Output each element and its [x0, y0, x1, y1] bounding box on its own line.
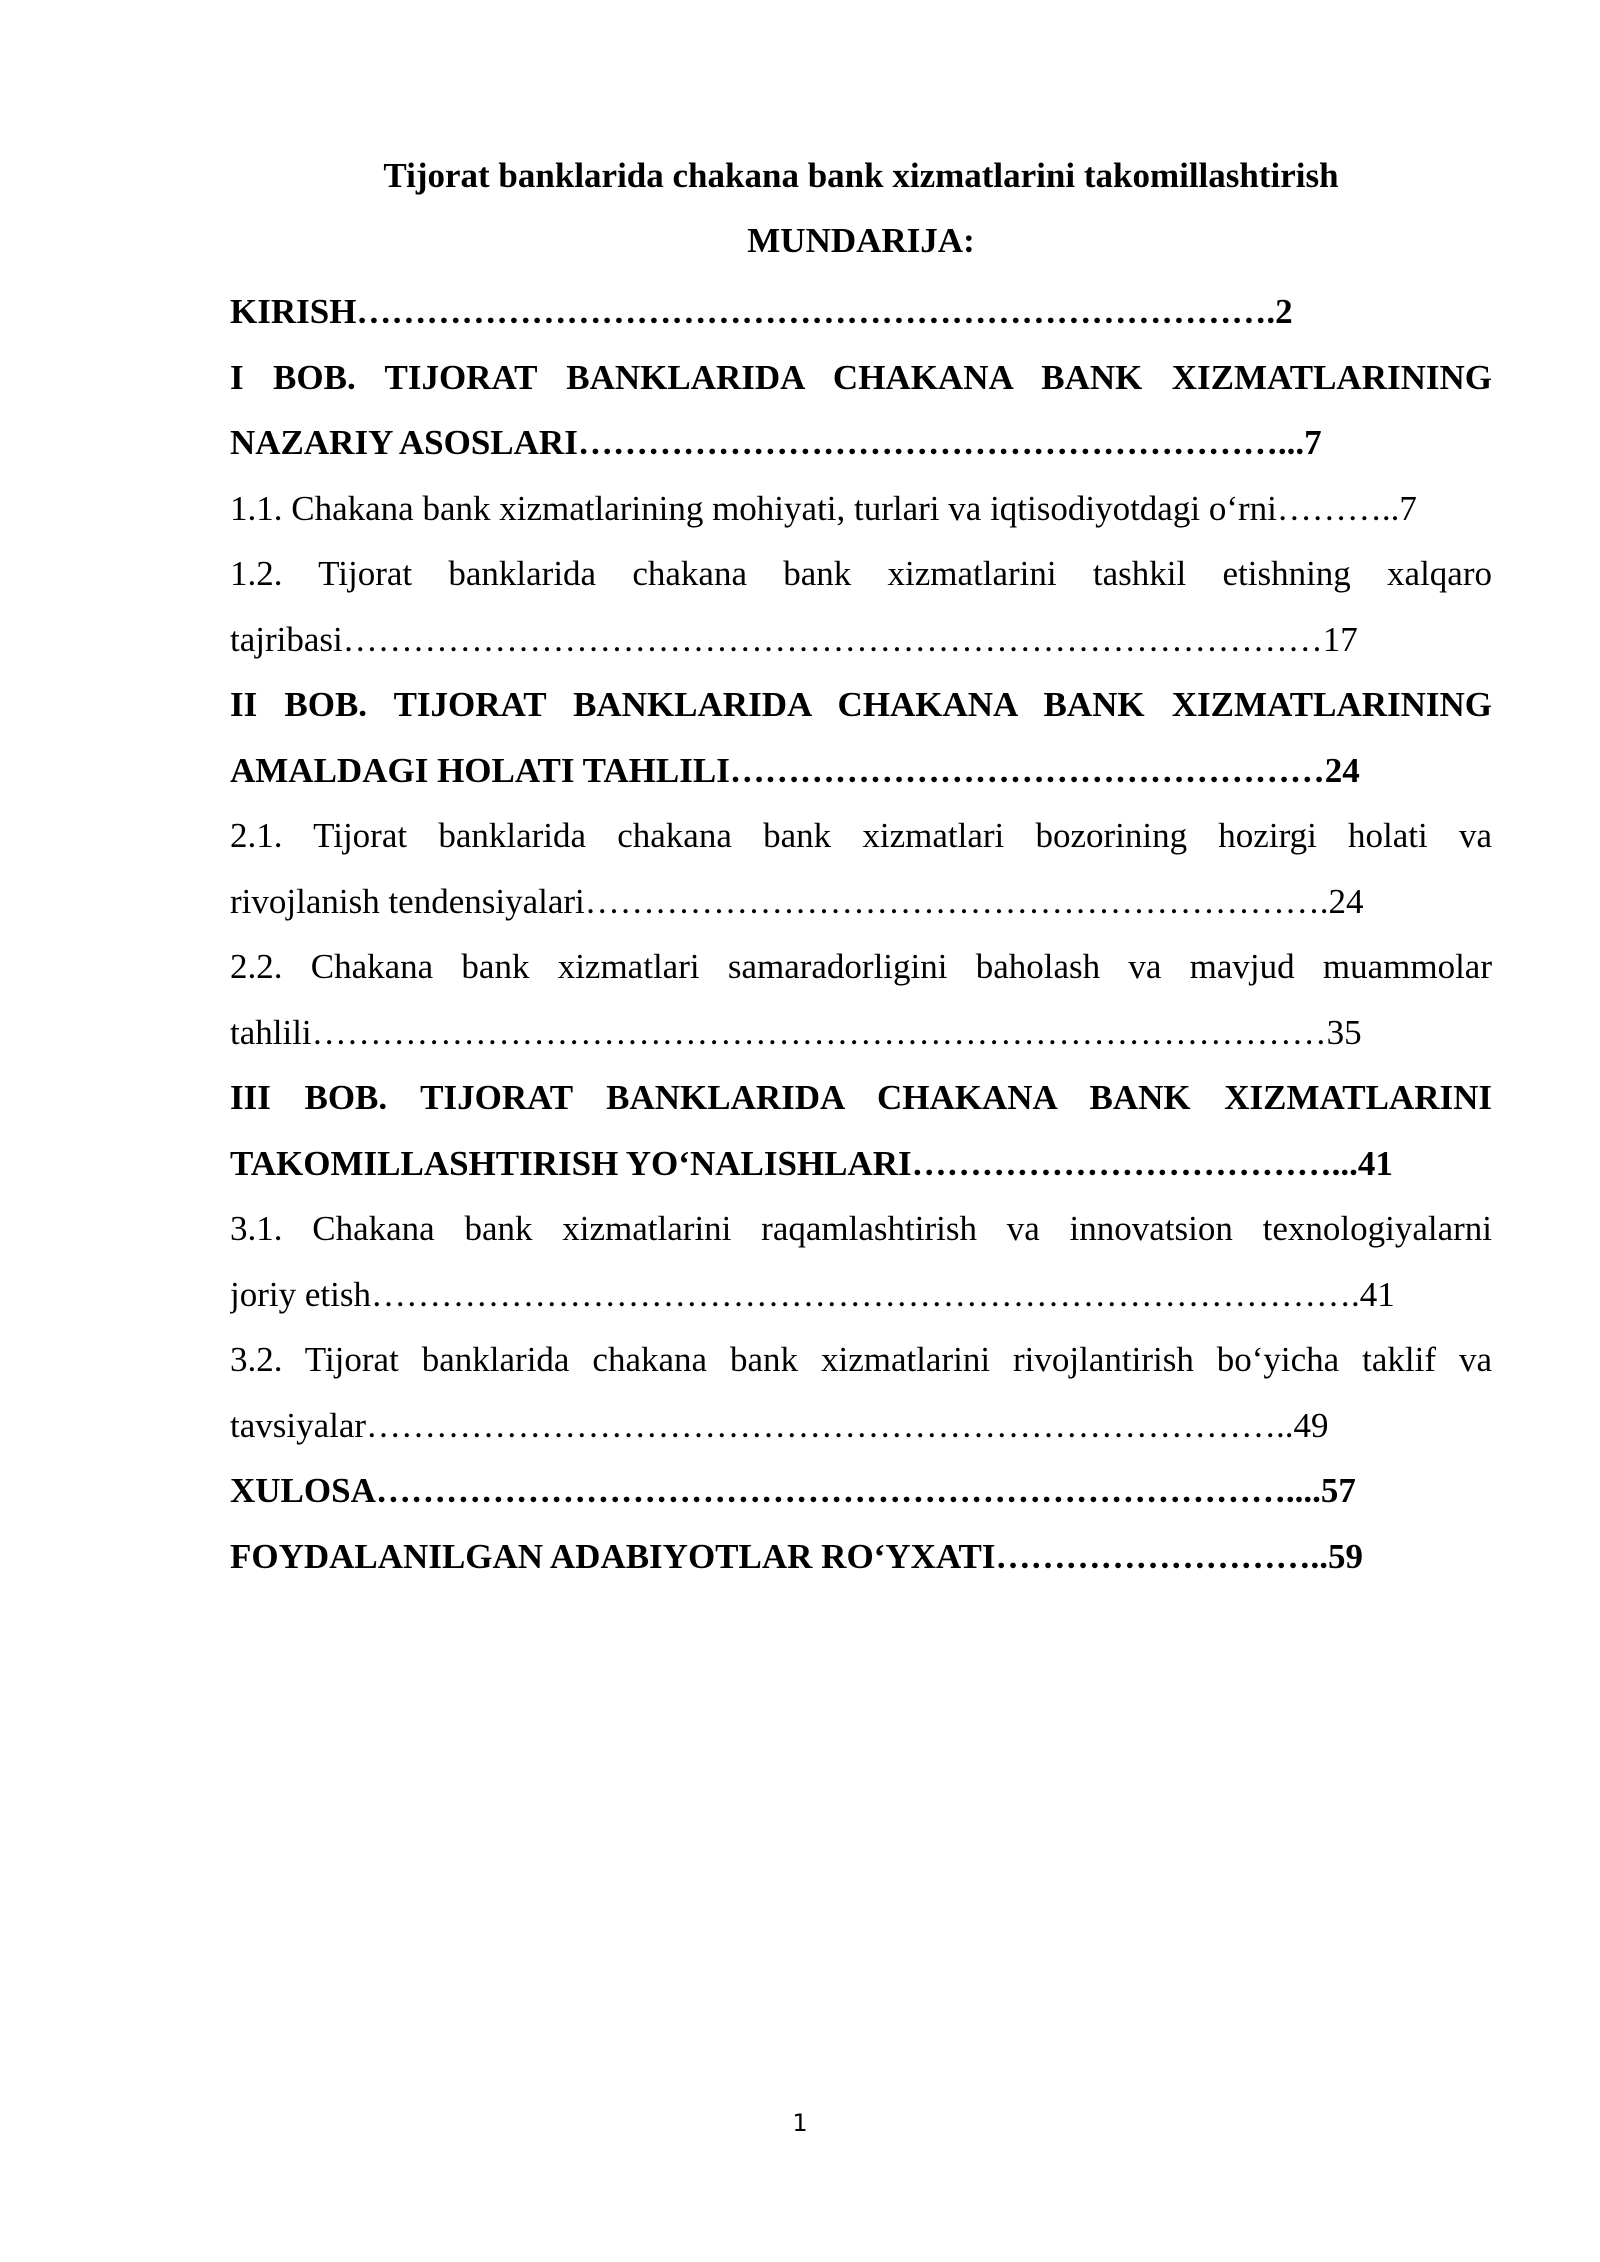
toc-line-section-2-1-cont: rivojlanish tendensiyalari……………………………………………………….24 [230, 881, 1364, 921]
page-number: 1 [792, 2109, 808, 2137]
document-title: Tijorat banklarida chakana bank xizmatlarini takomillashtirish [383, 156, 1339, 195]
toc-line-chapter-2: II BOB. TIJORAT BANKLARIDA CHAKANA BANK XIZMATLARINING [230, 685, 1492, 724]
toc-line-chapter-3: III BOB. TIJORAT BANKLARIDA CHAKANA BANK XIZMATLARINI [230, 1078, 1492, 1117]
toc-line-section-2-2-cont: tahlili……………………………………………………………………………35 [230, 1012, 1362, 1052]
toc-line-section-1-1: 1.1. Chakana bank xizmatlarining mohiyati, turlari va iqtisodiyotdagi o‘rni………..7 [230, 488, 1417, 528]
toc-line-chapter-3-cont: TAKOMILLASHTIRISH YO‘NALISHLARI………………………………...41 [230, 1143, 1393, 1183]
toc-line-section-3-2: 3.2. Tijorat banklarida chakana bank xizmatlarini rivojlantirish bo‘yicha taklif va [230, 1340, 1492, 1379]
toc-line-section-3-2-cont: tavsiyalar……………………………………………………………………..49 [230, 1405, 1329, 1445]
toc-line-chapter-1: I BOB. TIJORAT BANKLARIDA CHAKANA BANK XIZMATLARINING [230, 357, 1492, 397]
toc-line-section-3-1: 3.1. Chakana bank xizmatlarini raqamlashtirish va innovatsion texnologiyalarni [230, 1209, 1492, 1248]
toc-line-section-3-1-cont: joriy etish………………………………………………………………………….41 [230, 1274, 1395, 1314]
table-of-contents [230, 279, 1492, 1589]
toc-line-section-1-2-cont: tajribasi…………………………………………………………………………17 [230, 619, 1358, 659]
toc-line-bibliography: FOYDALANILGAN ADABIYOTLAR RO‘YXATI………………………..59 [230, 1536, 1364, 1576]
toc-line-section-2-2: 2.2. Chakana bank xizmatlari samaradorligini baholash va mavjud muammolar [230, 947, 1492, 986]
toc-line-section-2-1: 2.1. Tijorat banklarida chakana bank xizmatlari bozorining hozirgi holati va [230, 816, 1492, 855]
toc-line-chapter-1-cont: NAZARIY ASOSLARI……………………………………………………...7 [230, 423, 1322, 462]
toc-line-kirish: KIRISH…………………………………………………………………….2 [230, 292, 1293, 331]
toc-heading: MUNDARIJA: [747, 221, 975, 260]
toc-line-chapter-2-cont: AMALDAGI HOLATI TAHLILI……………………………………………24 [230, 750, 1360, 790]
toc-line-xulosa: XULOSA……………………………………………………………………....57 [230, 1471, 1356, 1510]
toc-line-section-1-2: 1.2. Tijorat banklarida chakana bank xizmatlarini tashkil etishning xalqaro [230, 554, 1492, 593]
